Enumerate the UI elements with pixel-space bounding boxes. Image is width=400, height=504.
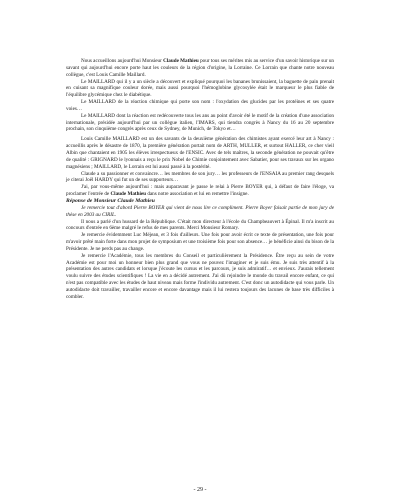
paragraph-5: Louis Camille MAILLARD est un des savants de la deuxième génération des chimistes ayant exercé leur art à Nancy : accueillis après le désastre de 1870, la première génération portait nom de ARTH, MULLER, et surtout HALLER, ce cher vieil Albin que chantaient en 1905 les élèves irrespectueux de l'ENSIC. Avec de tels maîtres, la seconde génération ne pouvait qu'être de qualité : GRIGNARD le lyonnais a reçu le prix Nobel de Chimie conjointement avec Sabatier, pour ses travaux sur les organo magnésiens ; MAILLARD, le Lorrain est lui aussi passé à la postérité.: [66, 136, 334, 170]
page-number: - 29 -: [193, 487, 207, 493]
paragraph-6: Claude a su passionner et convaincre… les membres de son jury… les professeurs de l'ENSAIA au premier rang desquels je citerai Joël HARDY qui fut un de ses supporteurs…: [66, 170, 334, 184]
response-paragraph-3: Je remercie évidemment Luc Méjean, et 3 fois d'ailleurs. Une fois pour avoir écrit ce texte de présentation, une fois pour m'avoir prêté main forte dans mon projet de symposium et une troisième fois pour son absence… je bénéficie ainsi du bison de la Présidente. Je ne perds pas au change.: [66, 232, 334, 252]
paragraph-4: Le MAILLARD dont la réaction est redécouverte tous les ans au point d'avoir été le motif de la création d'une association internationale, présidée aujourd'hui par un collègue italien, l'IMARS, qui tiendra congrès à Nancy du 16 au 20 septembre prochain, son cinquième congrès après ceux de Sydney, de Munich, de Tokyo et…: [66, 112, 334, 133]
paragraph-3: Le MAILLARD de la réaction chimique qui porte son nom : l'oxydation des glucides par les protéines et ses quatre voies…: [66, 99, 334, 112]
response-paragraph-2: Il nous a parlé d'un hussard de la République. C'était mon directeur à l'école du Champbeauvert à Épinal. Il m'a inscrit au concours d'entrée en 6ème malgré le refus de mes parents. Merci Monsieur Romary.: [66, 218, 334, 232]
honoree-name: Claude Mathieu: [163, 58, 199, 64]
paragraph-7: J'ai, par vous-même aujourd'hui : mais auparavant je passe le relai à Pierre BOYER qui, à défaut de faire l'éloge, va proclamer l'entrée de Claude Mathieu dans notre association et lui en remettre l'insigne.: [66, 184, 334, 198]
response-heading: Réponse de Monsieur Claude Mathieu: [66, 197, 155, 204]
response-paragraph-1: Je remercie tout d'abord Pierre BOYER qui vient de nous lire ce compliment. Pierre Boyer faisait partie de mon jury de thèse en 2003 au CIRIL.: [66, 204, 334, 218]
paragraph-1: Nous accueillons aujourd'hui Monsieur Claude Mathieu pour tous ses mérites mis au service d'un savoir historique sur un savant qui aujourd'hui encore porte haut les couleurs de la région d'origine, la Lorraine. Ce Lorrain que chante notre nouveau collègue, c'est Louis Camille Maillard.: [66, 58, 334, 78]
paragraph-2: Le MAILLARD qui il y a un siècle a découvert et expliqué pourquoi les bananes brunissaient, la baguette de pain prenait en cuisant sa magnifique couleur dorée, mais aussi pourquoi l'hémoglobine glycosylée était le marqueur le plus fiable de l'équilibre glycémique chez le diabétique.: [66, 78, 334, 99]
body-text: [66, 58, 334, 301]
response-paragraph-4: Je remercie l'Académie, tous les membres du Conseil et particulièrement la Présidence. Être reçu au sein de votre Académie est pour moi un honneur bien plus grand que vous ne pouvez l'imaginer et je suis ému. Je suis très attentif à la présentation des autres candidats et lorsque j'écoute les cursus et les parcours, je suis admiratif… et envieux. J'aurais tellement voulu suivre des études scientifiques ! La vie en a décidé autrement. J'ai dû rejoindre le monde du travail encore enfant, ce qui n'est pas compatible avec les études de haut niveau mais forme l'individu autrement. C'est donc un autodidacte qui vous parle. Un autodidacte doit travailler, travailler encore et encore davantage mais il lui restera toujours des lacunes de base très difficiles à combler.: [66, 252, 334, 300]
honoree-name: Claude Mathieu: [110, 191, 147, 198]
